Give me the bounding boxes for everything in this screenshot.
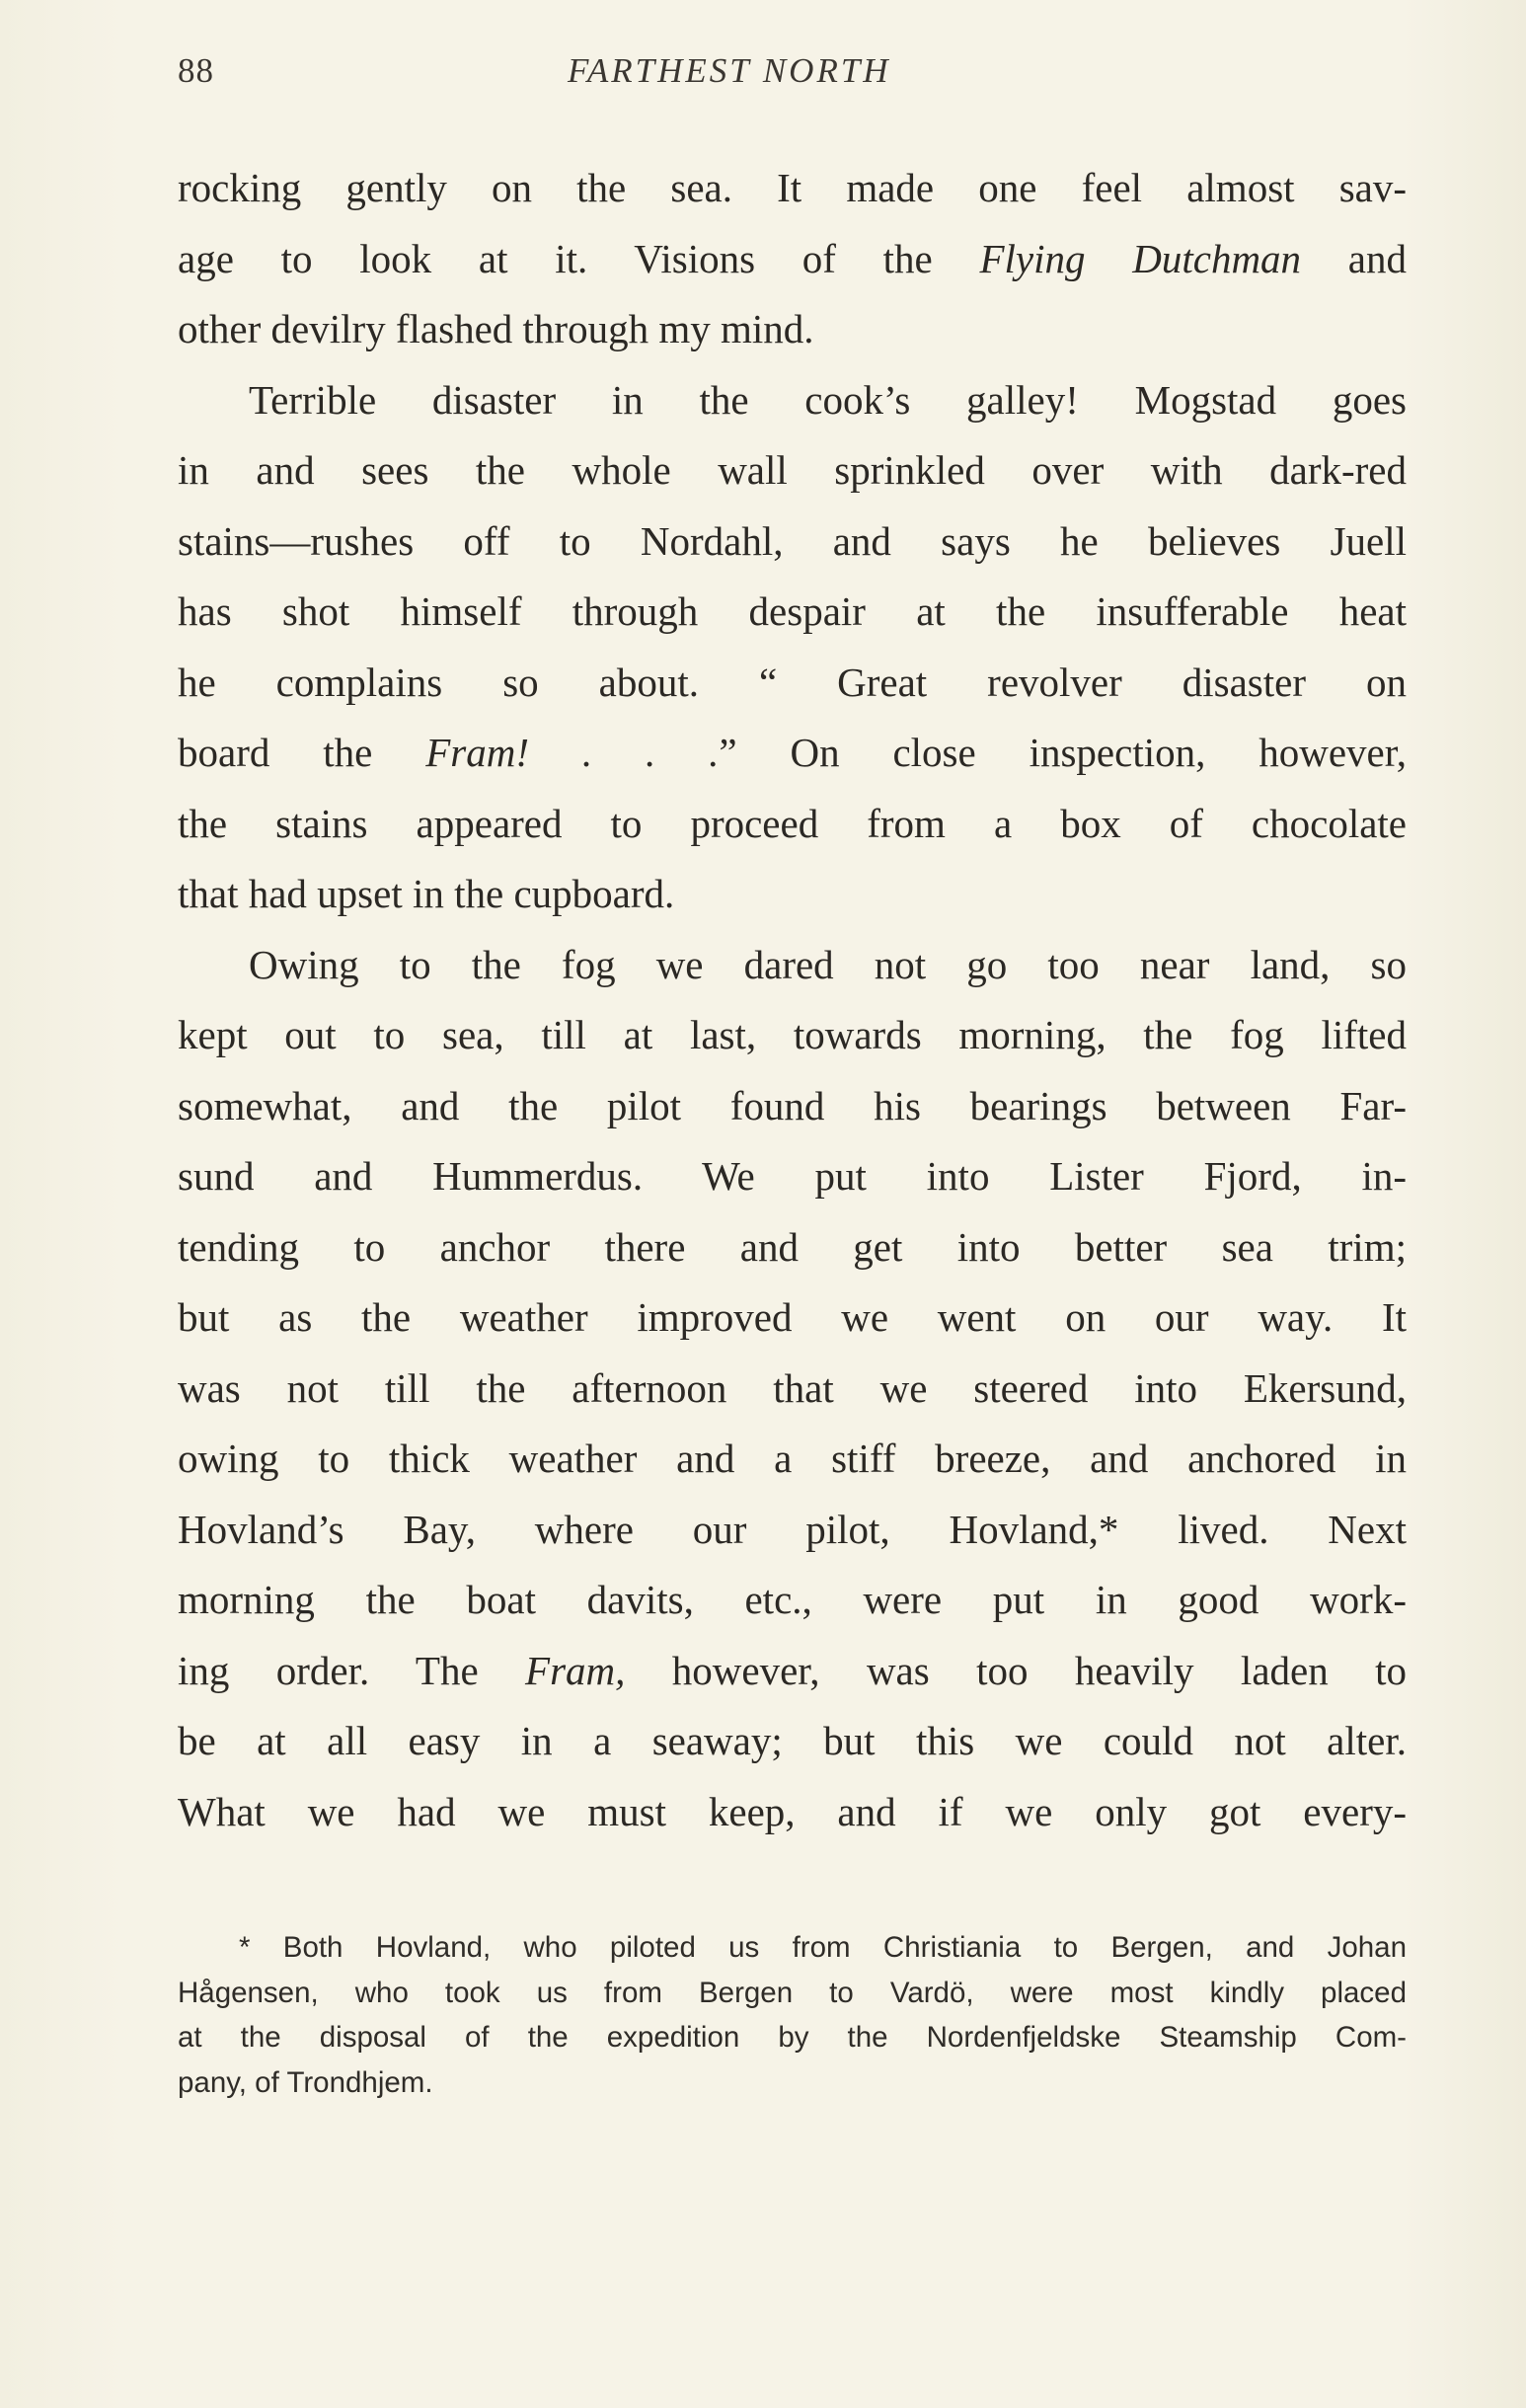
text-line: has shot himself through despair at the insufferable heat — [178, 588, 1407, 634]
footnote — [178, 1925, 1407, 2105]
footnote-line: pany, of Trondhjem. — [178, 2065, 433, 2099]
text-line: age to look at it. Visions of the Flying Dutchman and — [178, 235, 1407, 281]
text-line: rocking gently on the sea. It made one feel almost sav- — [178, 165, 1407, 210]
italic-title: Flying Dutchman — [979, 235, 1302, 281]
text-line: was not till the afternoon that we steered into Ekersund, — [178, 1364, 1407, 1411]
text-line: somewhat, and the pilot found his bearings between Far- — [178, 1082, 1407, 1128]
text-line: in and sees the whole wall sprinkled over with dark-red — [178, 447, 1407, 493]
text-line: the stains appeared to proceed from a box of chocolate — [178, 800, 1407, 846]
text-line: Owing to the fog we dared not go too near land, so — [249, 941, 1407, 987]
running-title: FARTHEST NORTH — [568, 51, 891, 90]
text-line: that had upset in the cupboard. — [178, 871, 675, 916]
text-line: Hovland’s Bay, where our pilot, Hovland,* lived. Next — [178, 1506, 1407, 1552]
text-line: other devilry flashed through my mind. — [178, 306, 814, 351]
text-line: he complains so about. “ Great revolver disaster on — [178, 659, 1407, 705]
text-line: Terrible disaster in the cook’s galley! Mogstad goes — [249, 376, 1407, 423]
footnote-line: Hågensen, who took us from Bergen to Vardö, were most kindly placed — [178, 1976, 1407, 2009]
text-line: morning the boat davits, etc., were put in good work- — [178, 1577, 1407, 1622]
page-header — [178, 51, 1412, 111]
footnote-line: * Both Hovland, who piloted us from Christiania to Bergen, and Johan — [239, 1931, 1407, 1964]
text-line: kept out to sea, till at last, towards morning, the fog lifted — [178, 1012, 1407, 1057]
italic-ship-name: Fram, — [525, 1647, 626, 1693]
text-line: What we had we must keep, and if we only got every- — [178, 1788, 1407, 1834]
italic-ship-name: Fram! . . . — [425, 730, 720, 775]
body-text — [178, 153, 1407, 1847]
text-line: stains—rushes off to Nordahl, and says he believes Juell — [178, 517, 1407, 564]
footnote-line: at the disposal of the expedition by the Nordenfjeldske Steamship Com- — [178, 2021, 1407, 2054]
text-line: but as the weather improved we went on our way. It — [178, 1294, 1407, 1340]
text-line: owing to thick weather and a stiff breeze, and anchored in — [178, 1436, 1407, 1481]
text-line: board the Fram! . . .” On close inspection, however, — [178, 730, 1408, 775]
text-line: sund and Hummerdus. We put into Lister Fjord, in- — [178, 1153, 1407, 1199]
page-number: 88 — [178, 51, 214, 90]
text-line: ing order. The Fram, however, was too heavily laden to — [178, 1647, 1407, 1693]
text-line: be at all easy in a seaway; but this we could not alter. — [178, 1718, 1407, 1763]
text-line: tending to anchor there and get into better sea trim; — [178, 1223, 1407, 1270]
